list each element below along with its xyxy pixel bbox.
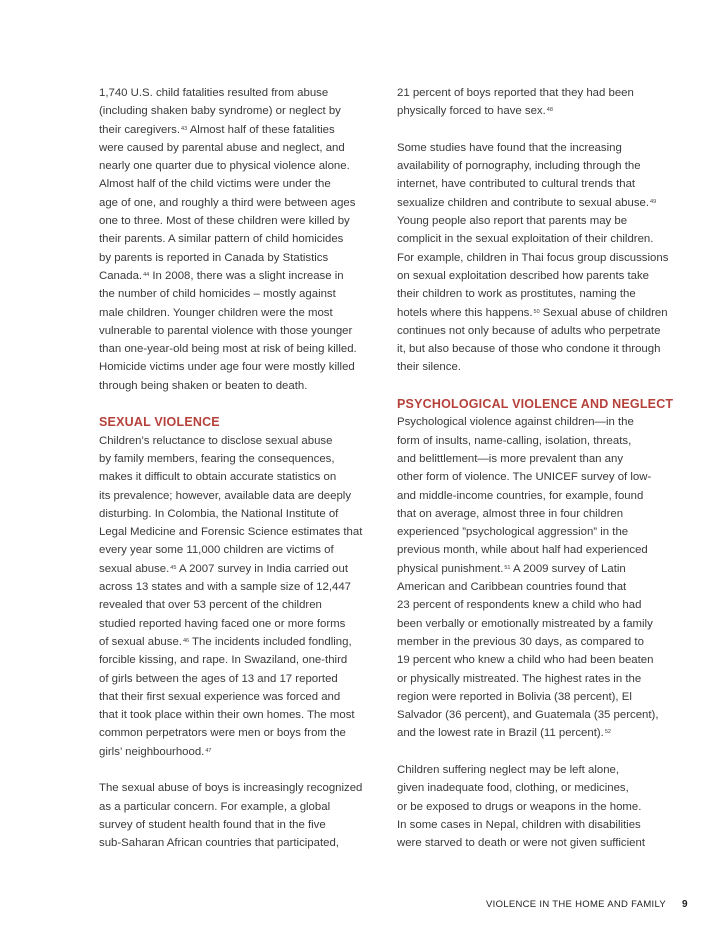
text-line: form of insults, name-calling, isolation, threats, bbox=[397, 434, 632, 447]
text-line: nearly one quarter due to physical violence alone. bbox=[99, 160, 350, 173]
text-line: sub-Saharan African countries that participated, bbox=[99, 837, 339, 850]
text-line: by parents is reported in Canada by Statistics bbox=[99, 251, 329, 264]
text-line: physically forced to have sex.$^{48}$ bbox=[397, 105, 553, 118]
text-line: (including shaken baby syndrome) or neglect by bbox=[99, 105, 341, 118]
footnote-ref: 44 bbox=[143, 271, 150, 278]
text-line: were caused by parental abuse and neglect, and bbox=[99, 141, 345, 154]
text-line: that it took place within their own homes. The most bbox=[99, 709, 355, 722]
paragraph-gap bbox=[397, 743, 659, 761]
text-line: common perpetrators were men or boys from the bbox=[99, 727, 346, 740]
text-line: that on average, almost three in four children bbox=[397, 507, 624, 520]
paragraph-gap bbox=[397, 377, 659, 395]
text-line: 1,740 U.S. child fatalities resulted from abuse bbox=[99, 87, 329, 99]
text-line: of girls between the ages of 13 and 17 reported bbox=[99, 672, 338, 685]
text-line: Young people also report that parents may be bbox=[397, 215, 628, 228]
text-line: and belittlement—is more prevalent than any bbox=[397, 452, 624, 465]
footnote-ref: 51 bbox=[504, 564, 511, 571]
text-line: disturbing. In Colombia, the National Institute of bbox=[99, 507, 339, 520]
text-line: and middle-income countries, for example, found bbox=[397, 489, 644, 502]
text-line: For example, children in Thai focus group discussions bbox=[397, 251, 669, 264]
page-number: 9 bbox=[682, 899, 688, 910]
text-line: Legal Medicine and Forensic Science estimates that bbox=[99, 526, 363, 539]
text-line: Some studies have found that the increasing bbox=[397, 141, 622, 154]
text-line: physical punishment.$^{51}$ A 2009 survey of Latin bbox=[397, 562, 626, 575]
text-line: sexual abuse.$^{45}$ A 2007 survey in India carried out bbox=[99, 562, 349, 575]
text-line: member in the previous 30 days, as compared to bbox=[397, 635, 644, 648]
text-line: Almost half of the child victims were under the bbox=[99, 178, 331, 191]
footnote-ref: 45 bbox=[170, 564, 177, 571]
text-line: complicit in the sexual exploitation of their children. bbox=[397, 233, 654, 246]
text-line: studied reported having faced one or more forms bbox=[99, 617, 346, 630]
footnote-ref: 49 bbox=[650, 198, 657, 205]
section-heading: PSYCHOLOGICAL VIOLENCE AND NEGLECT bbox=[397, 397, 674, 412]
text-line: sexualize children and contribute to sexual abuse.$^{49}$ bbox=[397, 196, 657, 209]
text-line: male children. Younger children were the most bbox=[99, 306, 333, 319]
text-line: their parents. A similar pattern of child homicides bbox=[99, 233, 344, 246]
footnote-ref: 47 bbox=[205, 747, 212, 754]
text-line: 21 percent of boys reported that they had been bbox=[397, 87, 634, 99]
footnote-ref: 46 bbox=[182, 637, 190, 644]
text-line: continues not only because of adults who perpetrate bbox=[397, 324, 661, 337]
text-column-right bbox=[397, 84, 674, 852]
text-line: the number of child homicides – mostly against bbox=[99, 288, 336, 301]
text-line: on sexual exploitation described how parents take bbox=[397, 269, 650, 282]
text-line: age of one, and roughly a third were between ages bbox=[99, 196, 356, 209]
text-line: Psychological violence against children—in the bbox=[397, 416, 634, 429]
text-line: Salvador (36 percent), and Guatemala (35 percent), bbox=[397, 709, 659, 722]
text-line: been verbally or emotionally mistreated by a family bbox=[397, 617, 653, 630]
text-line: Children suffering neglect may be left alone, bbox=[397, 763, 620, 776]
text-line: or be exposed to drugs or weapons in the home. bbox=[397, 800, 642, 813]
text-line: or physically mistreated. The highest rates in the bbox=[397, 672, 642, 685]
text-line: than one-year-old being most at risk of being killed. bbox=[99, 343, 357, 356]
text-line: their children to work as prostitutes, naming the bbox=[397, 288, 636, 301]
text-line: makes it difficult to obtain accurate statistics on bbox=[99, 471, 337, 484]
footnote-ref: 52 bbox=[604, 729, 611, 736]
text-line: its prevalence; however, available data are deeply bbox=[99, 489, 352, 502]
footnote-ref: 50 bbox=[533, 308, 540, 315]
text-line: that their first sexual experience was forced and bbox=[99, 690, 341, 703]
text-line: every year some 11,000 children are victims of bbox=[99, 544, 334, 557]
paragraph-gap bbox=[99, 761, 361, 779]
text-line: previous month, while about half had experienced bbox=[397, 544, 648, 557]
text-line: of sexual abuse.$^{46}$ The incidents included fondling, bbox=[99, 635, 352, 648]
text-line: The sexual abuse of boys is increasingly recognized bbox=[99, 782, 363, 795]
text-line: given inadequate food, clothing, or medicines, bbox=[397, 782, 629, 795]
text-line: Children’s reluctance to disclose sexual abuse bbox=[99, 434, 333, 447]
text-line: experienced ”psychological aggression” in the bbox=[397, 526, 629, 539]
text-line: survey of student health found that in the five bbox=[99, 818, 326, 831]
text-line: revealed that over 53 percent of the children bbox=[99, 599, 322, 612]
running-footer-title: VIOLENCE IN THE HOME AND FAMILY bbox=[486, 899, 666, 910]
text-line: and the lowest rate in Brazil (11 percent).$^{52}$ bbox=[397, 727, 611, 740]
text-column-left bbox=[99, 84, 361, 852]
section-heading: SEXUAL VIOLENCE bbox=[99, 415, 220, 430]
text-line: forcible kissing, and rape. In Swaziland, one-third bbox=[99, 654, 348, 667]
text-line: American and Caribbean countries found that bbox=[397, 581, 627, 594]
text-line: through being shaken or beaten to death. bbox=[99, 379, 308, 392]
footnote-ref: 43 bbox=[181, 125, 188, 132]
text-line: internet, have contributed to cultural trends that bbox=[397, 178, 636, 191]
text-line: 19 percent who knew a child who had been beaten bbox=[397, 654, 654, 667]
text-line: vulnerable to parental violence with those younger bbox=[99, 324, 353, 337]
text-line: other form of violence. The UNICEF survey of low- bbox=[397, 471, 652, 484]
text-line: as a particular concern. For example, a global bbox=[99, 800, 331, 813]
text-line: by family members, fearing the consequences, bbox=[99, 452, 335, 465]
text-line: 23 percent of respondents knew a child who had bbox=[397, 599, 642, 612]
text-line: In some cases in Nepal, children with disabilities bbox=[397, 818, 641, 831]
paragraph-gap bbox=[397, 121, 659, 139]
text-line: it, but also because of those who condone it through bbox=[397, 343, 661, 356]
text-line: their caregivers.$^{43}$ Almost half of these fatalities bbox=[99, 123, 335, 136]
text-line: one to three. Most of these children were killed by bbox=[99, 215, 350, 228]
text-line: region were reported in Bolivia (38 percent), El bbox=[397, 690, 632, 703]
text-line: hotels where this happens.$^{50}$ Sexual abuse of children bbox=[397, 306, 668, 319]
text-line: their silence. bbox=[397, 361, 461, 374]
text-line: Canada.$^{44}$ In 2008, there was a slight increase in bbox=[99, 269, 344, 282]
text-line: availability of pornography, including through the bbox=[397, 160, 641, 173]
text-line: girls’ neighbourhood.$^{47}$ bbox=[99, 745, 212, 758]
text-line: across 13 states and with a sample size of 12,447 bbox=[99, 581, 352, 594]
paragraph-gap bbox=[99, 395, 361, 413]
text-line: were starved to death or were not given sufficient bbox=[397, 837, 645, 850]
footnote-ref: 48 bbox=[546, 107, 553, 114]
text-line: Homicide victims under age four were mostly killed bbox=[99, 361, 355, 374]
